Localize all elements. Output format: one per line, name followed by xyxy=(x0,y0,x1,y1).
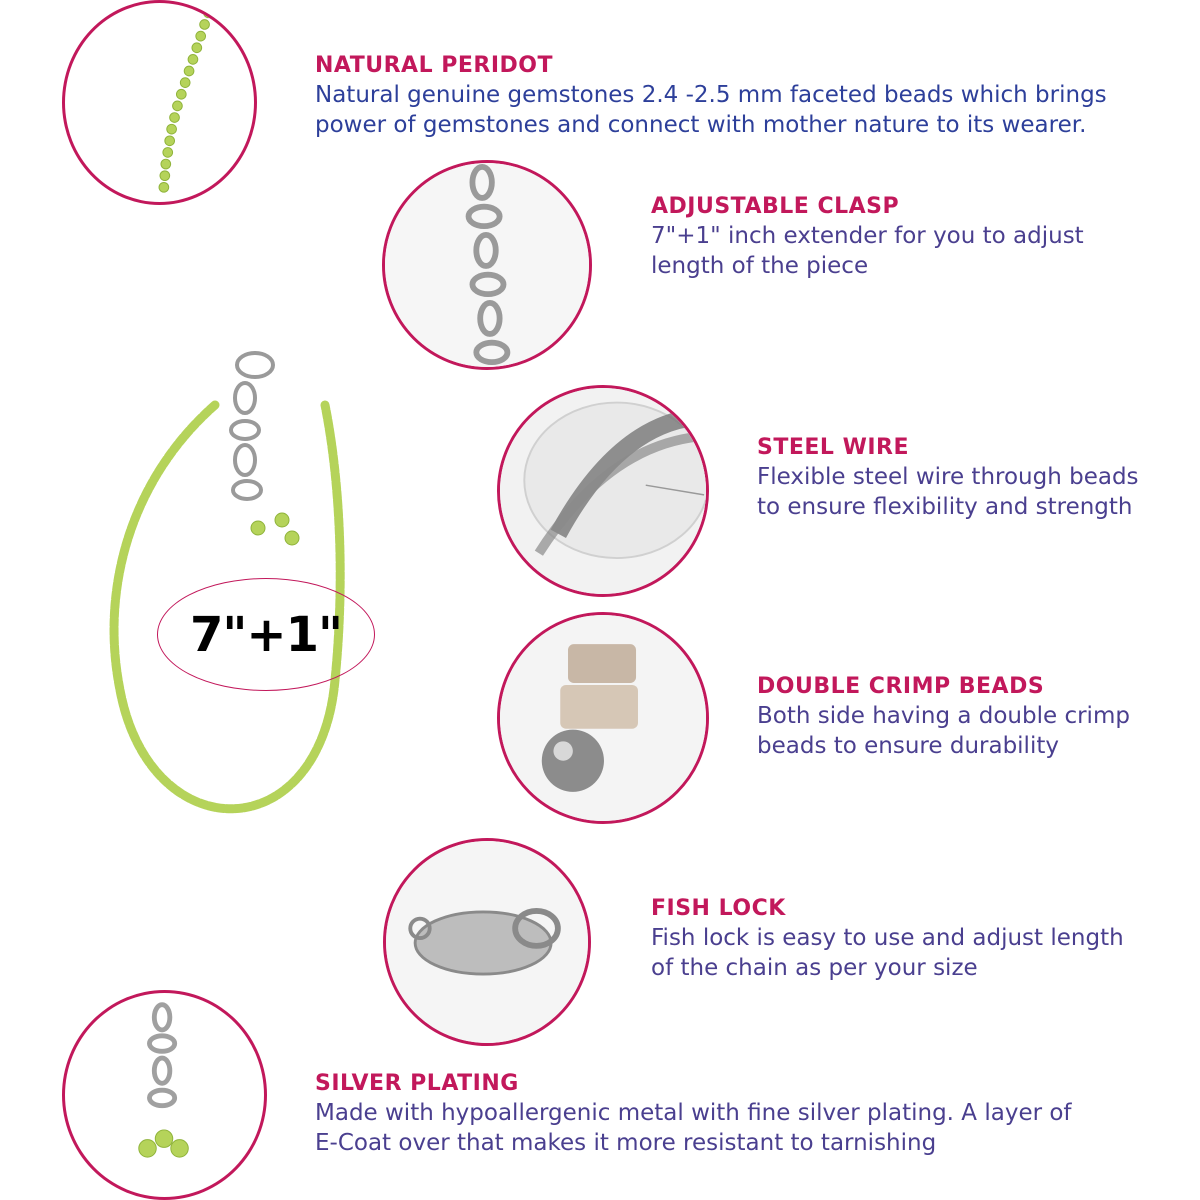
feature-steel-wire xyxy=(757,434,1187,522)
feature-description: 7"+1" inch extender for you to adjust length of the piece xyxy=(651,223,1084,279)
feature-description: Both side having a double crimp beads to ensure durability xyxy=(757,703,1130,759)
steel-wire-image xyxy=(497,385,709,597)
feature-title: ADJUSTABLE CLASP xyxy=(651,194,900,219)
feature-adjustable-clasp xyxy=(651,193,1191,281)
feature-natural-peridot xyxy=(315,52,1195,140)
size-label: 7"+1" xyxy=(189,606,343,663)
feature-title: DOUBLE CRIMP BEADS xyxy=(757,674,1045,699)
peridot-strand-icon xyxy=(65,3,254,202)
feature-title: FISH LOCK xyxy=(651,896,786,921)
feature-double-crimp-beads xyxy=(757,673,1187,761)
wire-spool-icon xyxy=(500,388,706,594)
feature-title: SILVER PLATING xyxy=(315,1071,519,1096)
feature-silver-plating xyxy=(315,1070,1195,1158)
silver-plating-image xyxy=(62,990,267,1200)
adjustable-clasp-image xyxy=(382,160,592,370)
crimp-beads-icon xyxy=(500,615,706,821)
feature-description: Natural genuine gemstones 2.4 -2.5 mm faceted beads which brings power of gemstones and connect with mother nature to its wearer. xyxy=(315,82,1107,138)
feature-fish-lock xyxy=(651,895,1191,983)
silver-chain-icon xyxy=(65,993,264,1197)
feature-description: Flexible steel wire through beads to ensure flexibility and strength xyxy=(757,464,1139,520)
fish-lock-image xyxy=(383,838,591,1046)
crimp-beads-image xyxy=(497,612,709,824)
size-badge xyxy=(157,578,375,691)
feature-description: Made with hypoallergenic metal with fine silver plating. A layer of E-Coat over that makes it more resistant to tarnishing xyxy=(315,1100,1072,1156)
feature-title: NATURAL PERIDOT xyxy=(315,53,553,78)
lobster-clasp-icon xyxy=(386,841,588,1043)
feature-title: STEEL WIRE xyxy=(757,435,910,460)
extender-chain-icon xyxy=(385,163,589,367)
peridot-detail-image xyxy=(62,0,257,205)
feature-description: Fish lock is easy to use and adjust length of the chain as per your size xyxy=(651,925,1124,981)
